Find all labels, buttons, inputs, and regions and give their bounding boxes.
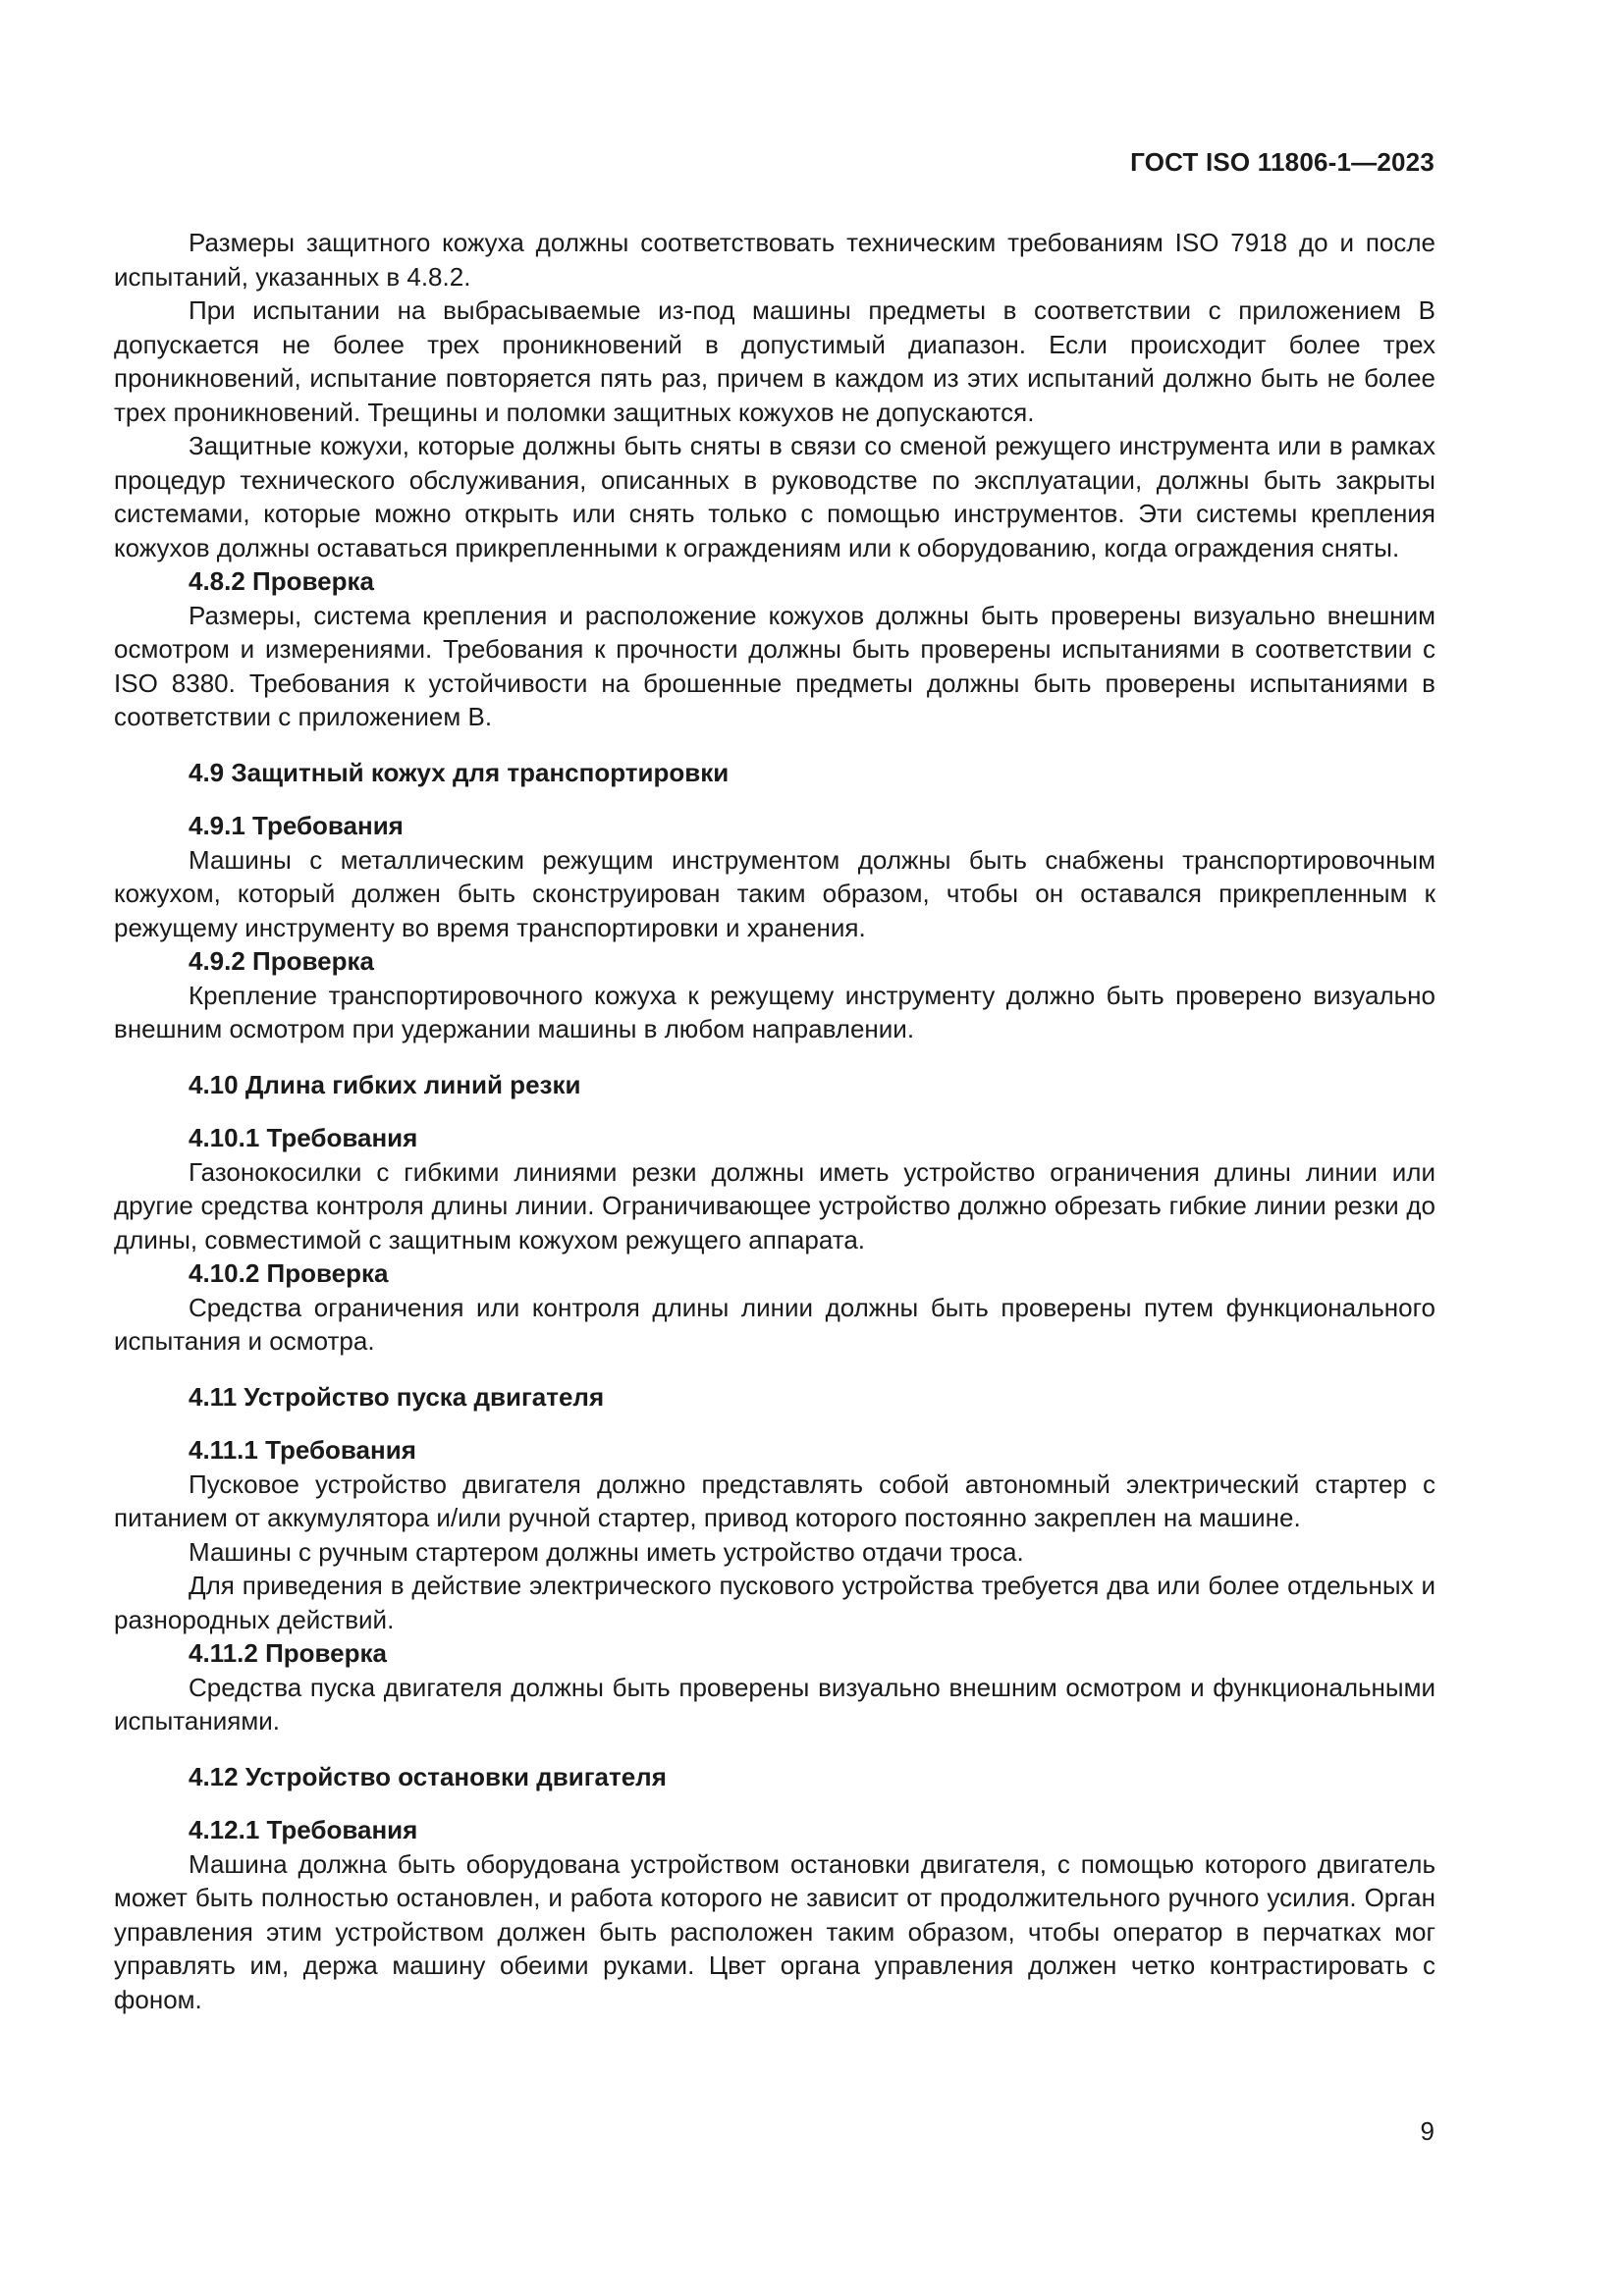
heading-4-9-2: 4.9.2 Проверка <box>189 946 374 976</box>
paragraph-4-10-1: Газонокосилки с гибкими линиями резки должны иметь устройство ограничения длины линии или другие средства контроля длины линии. Ограничивающее устройство должно обрезать гибкие линии резки до длины, совместимой с защитным кожухом режущего аппарата. <box>114 1156 1435 1255</box>
heading-4-11-2: 4.11.2 Проверка <box>189 1638 387 1668</box>
page-content <box>114 226 1435 2016</box>
paragraph-4-11-2: Средства пуска двигателя должны быть проверены визуально внешним осмотром и функциональными испытаниями. <box>114 1672 1435 1735</box>
heading-4-11-1: 4.11.1 Требования <box>189 1435 416 1465</box>
paragraph-4-8-1-removable-guards: Защитные кожухи, которые должны быть сняты в связи со сменой режущего инструмента или в рамках процедур технического обслуживания, описанных в руководстве по эксплуатации, должны быть закрыты системами, которые можно открыть или снять только с помощью инструментов. Эти системы крепления кожухов должны оставаться прикрепленными к ограждениям или к оборудованию, когда ограждения сняты. <box>114 431 1435 562</box>
document-code-header: ГОСТ ISO 11806-1—2023 <box>1130 147 1435 177</box>
heading-4-12-1: 4.12.1 Требования <box>189 1815 418 1844</box>
paragraph-4-9-2: Крепление транспортировочного кожуха к режущему инструменту должно быть проверено визуально внешним осмотром при удержании машины в любом направлении. <box>114 980 1435 1043</box>
heading-4-12: 4.12 Устройство остановки двигателя <box>189 1761 667 1791</box>
paragraph-4-11-1-starter: Пусковое устройство двигателя должно представлять собой автономный электрический стартер с питанием от аккумулятора и/или ручной стартер, привод которого постоянно закреплен на машине. <box>114 1468 1435 1532</box>
page-number: 9 <box>1420 2116 1435 2146</box>
heading-4-10-2: 4.10.2 Проверка <box>189 1258 389 1288</box>
heading-4-9: 4.9 Защитный кожух для транспортировки <box>189 757 730 787</box>
heading-4-9-1: 4.9.1 Требования <box>189 811 404 840</box>
heading-4-10: 4.10 Длина гибких линий резки <box>189 1069 581 1099</box>
paragraph-4-12-1: Машина должна быть оборудована устройством остановки двигателя, с помощью которого двигатель может быть полностью остановлен, и работа которого не зависит от продолжительного ручного усилия. Орган управления этим устройством должен быть расположен таким образом, чтобы оператор в перчатках мог управлять им, держа машину обеими руками. Цвет органа управления должен четко контрастировать с фоном. <box>114 1848 1435 2014</box>
paragraph-4-8-1-dimensions: Размеры защитного кожуха должны соответствовать техническим требованиям ISO 7918 до и после испытаний, указанных в 4.8.2. <box>114 228 1435 292</box>
paragraph-4-10-2: Средства ограничения или контроля длины линии должны быть проверены путем функционального испытания и осмотра. <box>114 1292 1435 1356</box>
paragraph-4-8-2-verification: Размеры, система крепления и расположение кожухов должны быть проверены визуально внешним осмотром и измерениями. Требования к прочности должны быть проверены испытаниями в соответствии с ISO 8380. Требования к устойчивости на брошенные предметы должны быть проверены испытаниями в соответствии с приложением В. <box>114 600 1435 731</box>
heading-4-8-2: 4.8.2 Проверка <box>189 566 374 596</box>
paragraph-4-11-1-rope-recoil: Машины с ручным стартером должны иметь устройство отдачи троса. <box>189 1536 1024 1567</box>
paragraph-4-8-1-thrown-objects: При испытании на выбрасываемые из-под машины предметы в соответствии с приложением В допускается не более трех проникновений в допустимый диапазон. Если происходит более трех проникновений, испытание повторяется пять раз, причем в каждом из этих испытаний должно быть не более трех проникновений. Трещины и поломки защитных кожухов не допускаются. <box>114 295 1435 427</box>
heading-4-10-1: 4.10.1 Требования <box>189 1123 418 1152</box>
heading-4-11: 4.11 Устройство пуска двигателя <box>189 1381 605 1412</box>
paragraph-4-9-1: Машины с металлическим режущим инструментом должны быть снабжены транспортировочным кожухом, который должен быть сконструирован таким образом, чтобы он оставался прикрепленным к режущему инструменту во время транспортировки и хранения. <box>114 844 1435 942</box>
paragraph-4-11-1-electric-actions: Для приведения в действие электрического пускового устройства требуется два или более отдельных и разнородных действий. <box>114 1571 1435 1634</box>
